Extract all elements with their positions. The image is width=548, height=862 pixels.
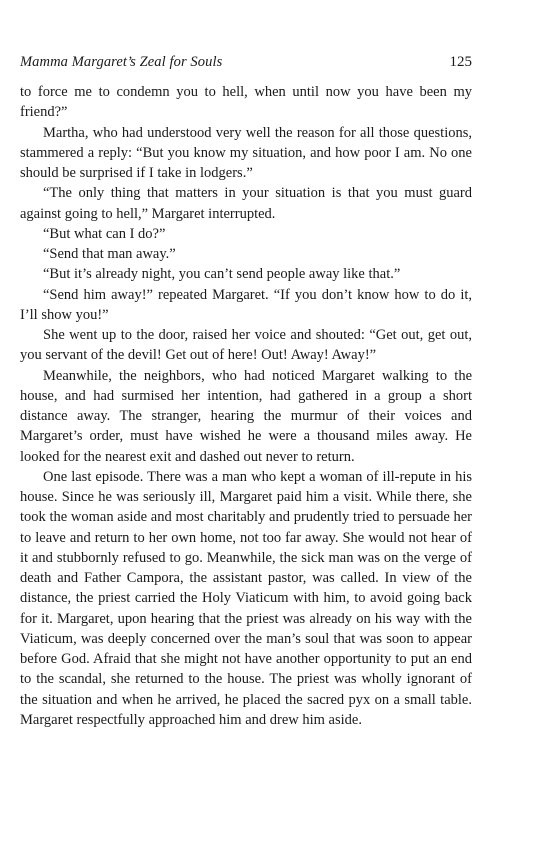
paragraph: One last episode. There was a man who kept a woman of ill-repute in his house. Since he was seriously ill, Margaret paid him a visit. While there, she took the woman aside and most charitably and prudently tried to persuade her to leave and return to her own home, not too far away. She would not hear of it and stubbornly refused to go. Meanwhile, the sick man was on the verge of death and Father Campora, the assistant pastor, was called. In view of the distance, the priest carried the Holy Viaticum with him, to avoid going back for it. Margaret, upon hearing that the priest was already on his way with the Viaticum, was deeply concerned over the man’s soul that was soon to appear before God. Afraid that she might not have another opportunity to put an end to the scandal, she returned to the house. The priest was wholly ignorant of the situation and when he arrived, he placed the sacred pyx on a small table. Margaret respectfully approached him and drew him aside. — [20, 468, 472, 728]
paragraph: “Send him away!” repeated Margaret. “If you don’t know how to do it, I’ll show you!” — [20, 286, 472, 323]
paragraph: “But what can I do?” — [43, 225, 166, 242]
running-title: Mamma Margaret’s Zeal for Souls — [20, 54, 223, 70]
book-page — [20, 54, 472, 730]
body-text — [20, 82, 472, 730]
paragraph: “The only thing that matters in your situation is that you must guard against going to hell,” Margaret interrupted. — [20, 185, 472, 222]
running-head — [20, 54, 472, 82]
paragraph: Martha, who had understood very well the reason for all those questions, stammered a reply: “But you know my situation, and how poor I am. No one should be surprised if I take in lodgers.” — [20, 124, 472, 181]
paragraph: to force me to condemn you to hell, when until now you have been my friend?” — [20, 84, 472, 121]
paragraph: She went up to the door, raised her voice and shouted: “Get out, get out, you servant of the devil! Get out of here! Out! Away! Away!” — [20, 327, 472, 364]
paragraph: “Send that man away.” — [43, 246, 176, 262]
paragraph: “But it’s already night, you can’t send people away like that.” — [43, 266, 401, 283]
paragraph: Meanwhile, the neighbors, who had noticed Margaret walking to the house, and had surmised her intention, had gathered in a group a short distance away. The stranger, hearing the murmur of their voices and Margaret’s order, must have wished he were a thousand miles away. He looked for the nearest exit and dashed out never to return. — [20, 367, 472, 465]
page-number: 125 — [449, 54, 472, 70]
